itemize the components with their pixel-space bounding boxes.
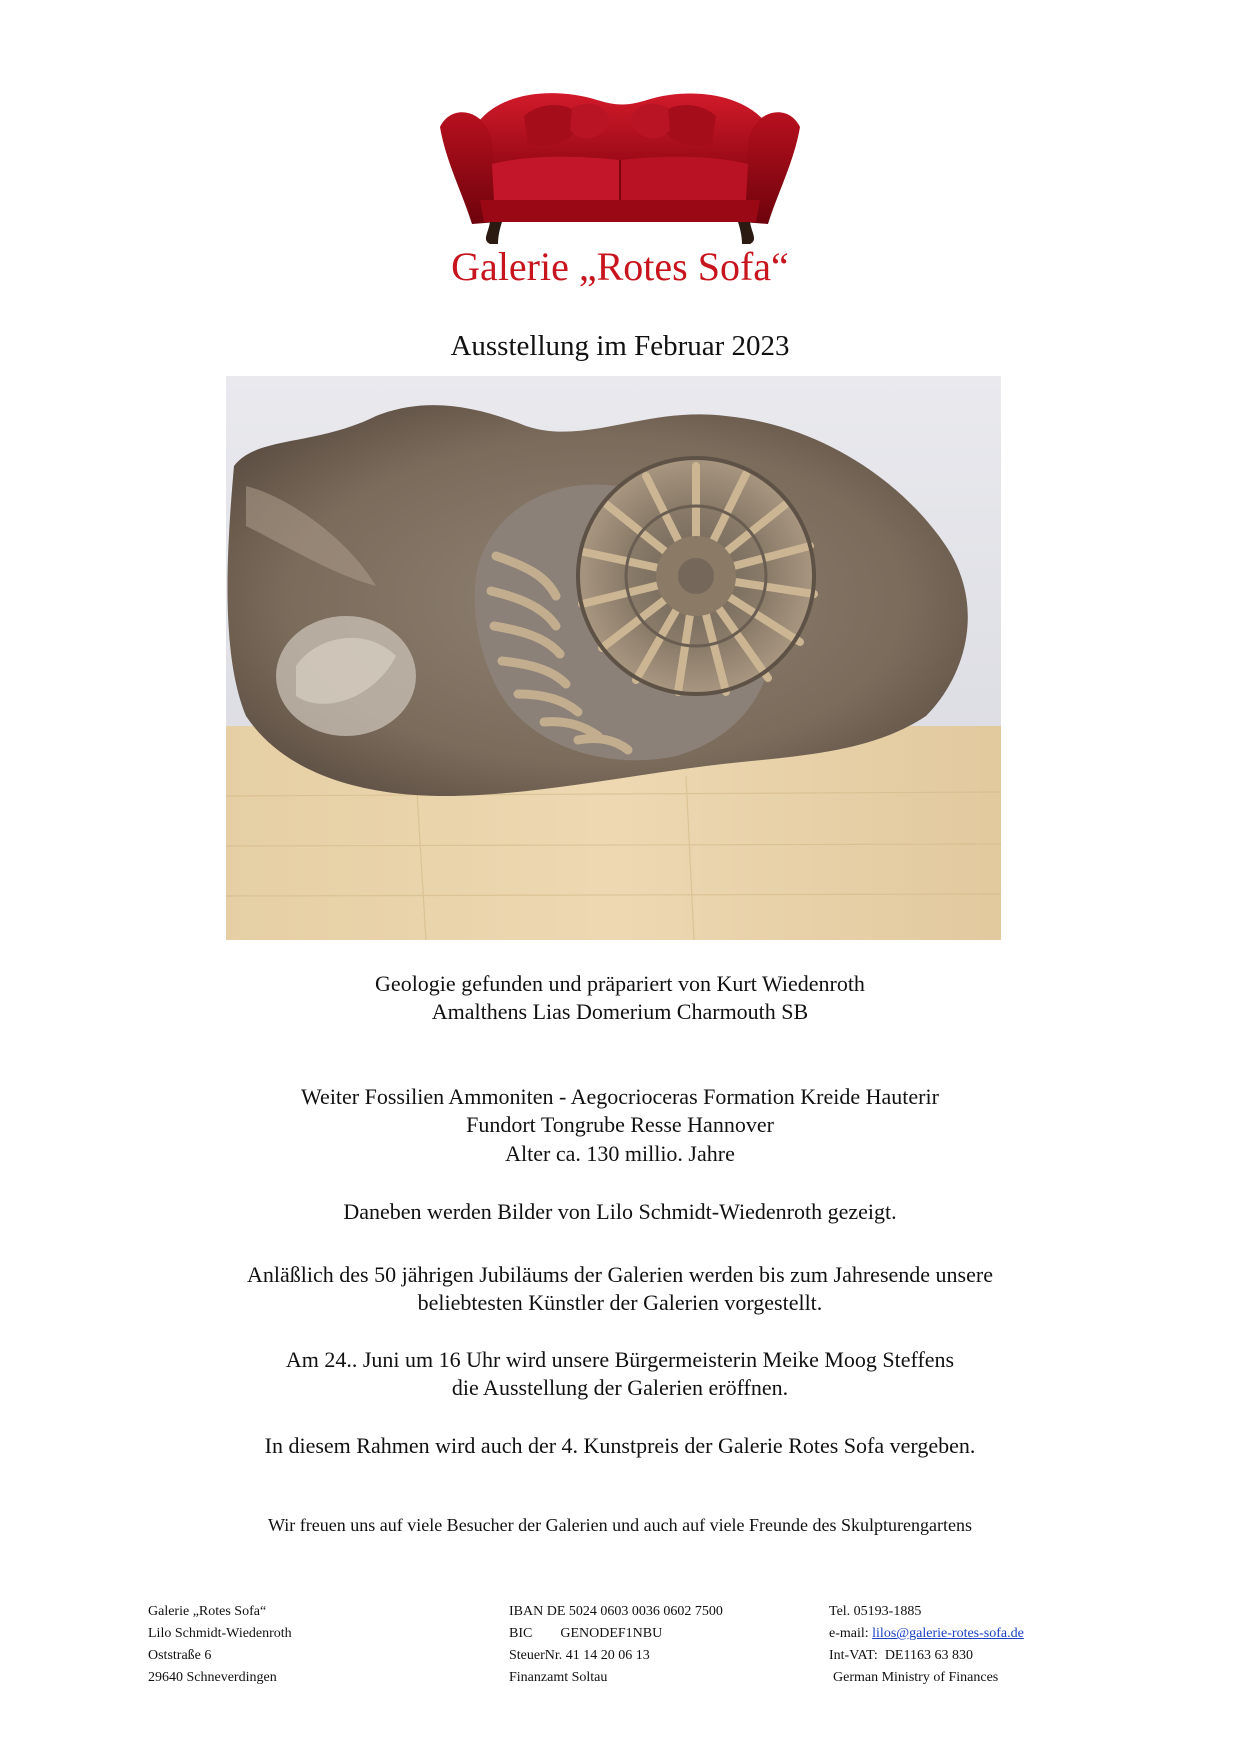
- footer-bic: BIC GENODEF1NBU: [509, 1626, 663, 1641]
- email-link[interactable]: lilos@galerie-rotes-sofa.de: [872, 1626, 1024, 1641]
- opening-line: Am 24.. Juni um 16 Uhr wird unsere Bürgermeisterin Meike Moog Steffens: [285, 1347, 955, 1372]
- footer-iban: IBAN DE 5024 0603 0036 0602 7500: [509, 1604, 723, 1619]
- footer-phone: Tel. 05193-1885: [829, 1604, 922, 1619]
- footer-email: [829, 1623, 1024, 1645]
- fossils-line: Alter ca. 130 millio. Jahre: [505, 1141, 735, 1166]
- jubilee-line: Anläßlich des 50 jährigen Jubiläums der Galerien werden bis zum Jahresende unsere: [247, 1262, 993, 1287]
- closing-line: Wir freuen uns auf viele Besucher der Galerien und auch auf viele Freunde des Skulpturengartens: [267, 1515, 972, 1535]
- caption-line: Amalthens Lias Domerium Charmouth SB: [431, 999, 809, 1024]
- ammonite-fossil-photo: [226, 376, 1001, 940]
- footer-tax-number: SteuerNr. 41 14 20 06 13: [509, 1648, 650, 1663]
- footer-city: 29640 Schneverdingen: [148, 1670, 277, 1685]
- prize-line: In diesem Rahmen wird auch der 4. Kunstpreis der Galerie Rotes Sofa vergeben.: [264, 1433, 976, 1458]
- gallery-name: Galerie „Rotes Sofa“: [451, 244, 789, 289]
- fossils-line: Fundort Tongrube Resse Hannover: [466, 1112, 774, 1137]
- footer-tax-office: Finanzamt Soltau: [509, 1670, 608, 1685]
- jubilee-line: beliebtesten Künstler der Galerien vorgestellt.: [417, 1290, 823, 1315]
- footer-ministry: German Ministry of Finances: [833, 1670, 999, 1685]
- fossils-line: Weiter Fossilien Ammoniten - Aegocrioceras Formation Kreide Hauterir: [301, 1084, 939, 1109]
- footer-vat: Int-VAT: DE1163 63 830: [829, 1648, 973, 1663]
- exhibition-title: Ausstellung im Februar 2023: [450, 330, 790, 362]
- paintings-line: Daneben werden Bilder von Lilo Schmidt-Wiedenroth gezeigt.: [343, 1199, 897, 1224]
- red-sofa-logo: [432, 72, 808, 247]
- footer-street: Oststraße 6: [148, 1648, 212, 1663]
- footer-owner: Lilo Schmidt-Wiedenroth: [148, 1626, 292, 1641]
- footer-gallery-name: Galerie „Rotes Sofa“: [148, 1604, 267, 1619]
- email-label: e-mail:: [829, 1626, 873, 1641]
- opening-line: die Ausstellung der Galerien eröffnen.: [451, 1375, 789, 1400]
- caption-line: Geologie gefunden und präpariert von Kurt Wiedenroth: [375, 971, 865, 996]
